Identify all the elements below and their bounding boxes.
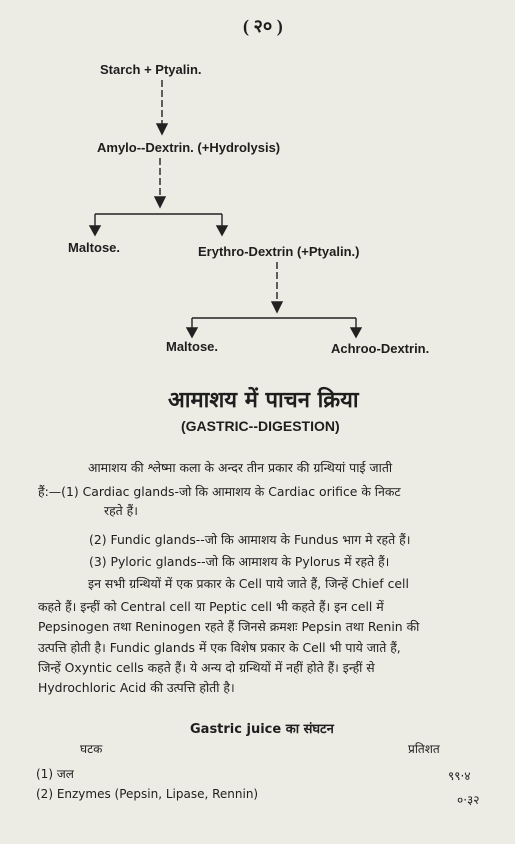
- paragraph-line-4: उत्पत्ति होती है। Fundic glands में एक विशेष प्रकार के Cell भी पाये जाते हैं,: [38, 640, 401, 655]
- section-title: आमाशय में पाचन क्रिया: [168, 388, 359, 413]
- column-header-percent: प्रतिशत: [408, 742, 440, 756]
- paragraph-line-3: Pepsinogen तथा Reninogen रहते हैं जिनसे क्रमशः Pepsin तथा Renin की: [38, 619, 420, 634]
- paragraph-line-6: Hydrochloric Acid की उत्पत्ति होती है।: [38, 680, 235, 695]
- node-erythro-dextrin: Erythro-Dextrin (+Ptyalin.): [198, 244, 360, 259]
- list-item-fundic: (2) Fundic glands--जो कि आमाशय के Fundus भाग मे रहते हैं।: [89, 532, 411, 547]
- column-header-component: घटक: [80, 742, 103, 756]
- node-maltose-2: Maltose.: [166, 339, 219, 354]
- list-item-cardiac-cont: रहते हैं।: [104, 503, 138, 518]
- table-row-value: ०·३२: [457, 793, 480, 807]
- page-number: ( २० ): [243, 16, 283, 36]
- section-subtitle: (GASTRIC--DIGESTION): [181, 418, 340, 434]
- node-starch-ptyalin: Starch + Ptyalin.: [100, 62, 202, 77]
- table-row-name: (2) Enzymes (Pepsin, Lipase, Rennin): [36, 787, 259, 801]
- paragraph-line-5: जिन्हें Oxyntic cells कहते हैं। ये अन्य दो ग्रन्थियों में नहीं होते हैं। इन्हीं से: [38, 660, 375, 675]
- node-achroo-dextrin: Achroo-Dextrin.: [331, 341, 430, 356]
- node-maltose-1: Maltose.: [68, 240, 121, 255]
- paragraph-line-1: इन सभी ग्रन्थियों में एक प्रकार के Cell पाये जाते हैं, जिन्हें Chief cell: [88, 576, 409, 591]
- list-item-pyloric: (3) Pyloric glands--जो कि आमाशय के Pylorus में रहते हैं।: [89, 554, 390, 569]
- body-intro: आमाशय की श्लेष्मा कला के अन्दर तीन प्रकार की ग्रन्थियां पाई जाती: [88, 460, 393, 475]
- table-row-value: ९९·४: [448, 769, 471, 783]
- table-title: Gastric juice का संघटन: [190, 722, 334, 737]
- list-item-cardiac: हैं:—(1) Cardiac glands-जो कि आमाशय के Cardiac orifice के निकट: [38, 484, 401, 499]
- node-amylo-dextrin: Amylo--Dextrin. (+Hydrolysis): [97, 140, 281, 155]
- paragraph-line-2: कहते हैं। इन्हीं को Central cell या Peptic cell भी कहते हैं। इन cell में: [38, 599, 384, 614]
- table-row-name: (1) जल: [36, 767, 74, 781]
